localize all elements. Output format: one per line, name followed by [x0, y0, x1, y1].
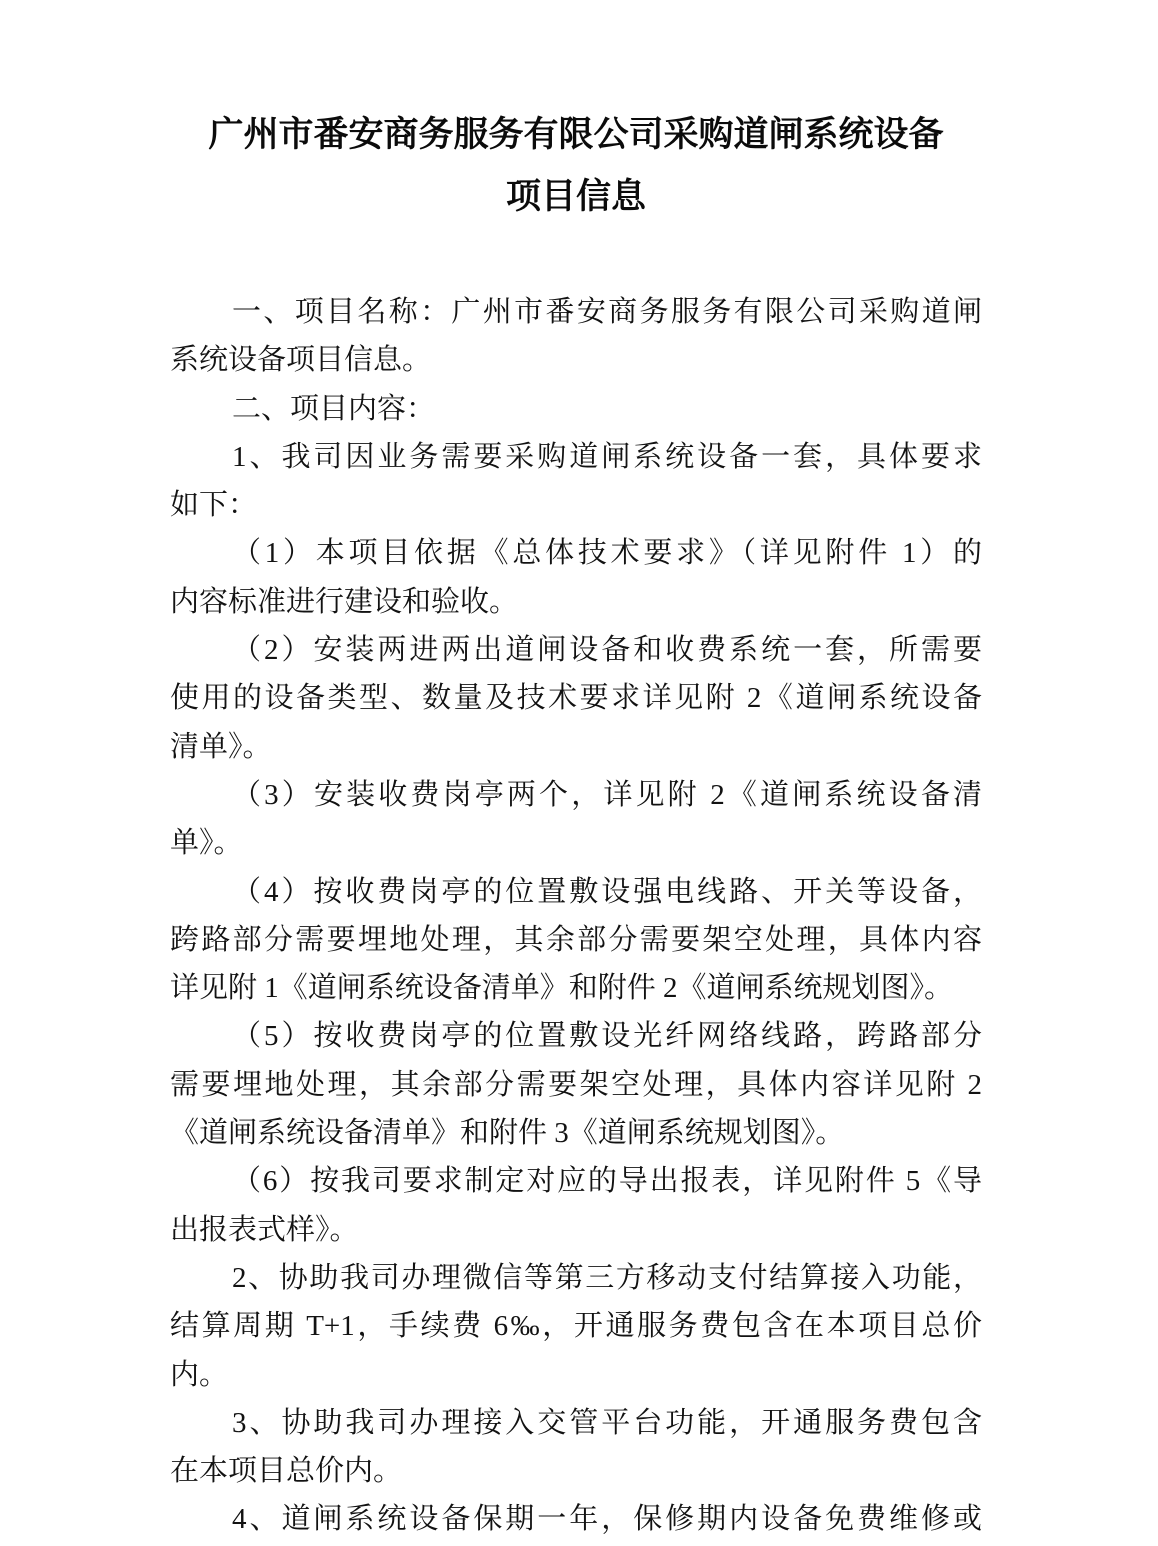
body-line: 单》。 [170, 827, 243, 860]
body-line: 《道闸系统设备清单》和附件 3《道闸系统规划图》。 [170, 1117, 845, 1150]
body-line: （2）安装两进两出道闸设备和收费系统一套，所需要 [232, 634, 982, 667]
body-line: （1）本项目依据《总体技术要求》（详见附件 1）的 [232, 537, 982, 570]
body-line: 在本项目总价内。 [170, 1455, 403, 1488]
body-line: 需要埋地处理，其余部分需要架空处理，具体内容详见附 2 [170, 1068, 982, 1101]
document-title-line-1: 广州市番安商务服务有限公司采购道闸系统设备 [208, 115, 944, 154]
body-line: （5）按收费岗亭的位置敷设光纤网络线路，跨路部分 [232, 1020, 982, 1053]
body-line: （4）按收费岗亭的位置敷设强电线路、开关等设备， [232, 875, 982, 908]
body-line: 一、项目名称：广州市番安商务服务有限公司采购道闸 [232, 296, 982, 328]
body-line: 3、协助我司办理接入交管平台功能，开通服务费包含 [232, 1406, 982, 1439]
body-line: 1、我司因业务需要采购道闸系统设备一套，具体要求 [232, 440, 982, 473]
body-line: （6）按我司要求制定对应的导出报表，详见附件 5《导 [232, 1165, 982, 1198]
body-line: 出报表式样》。 [170, 1213, 359, 1246]
body-line: （3）安装收费岗亭两个，详见附 2《道闸系统设备清 [232, 778, 982, 811]
body-line: 2、协助我司办理微信等第三方移动支付结算接入功能， [232, 1261, 982, 1294]
body-line: 内容标准进行建设和验收。 [170, 585, 519, 618]
body-line: 4、道闸系统设备保期一年，保修期内设备免费维修或 [232, 1503, 982, 1536]
document-body [170, 288, 982, 1544]
body-line: 跨路部分需要埋地处理，其余部分需要架空处理，具体内容 [170, 923, 982, 956]
document-title [170, 104, 982, 228]
body-line: 详见附 1《道闸系统设备清单》和附件 2《道闸系统规划图》。 [170, 972, 954, 1005]
body-line: 内。 [170, 1358, 229, 1391]
body-line: 使用的设备类型、数量及技术要求详见附 2《道闸系统设备 [170, 682, 982, 715]
body-line: 系统设备项目信息。 [170, 344, 432, 377]
body-line: 结算周期 T+1，手续费 6‰，开通服务费包含在本项目总价 [170, 1310, 982, 1343]
body-line: 二、项目内容： [232, 392, 436, 425]
body-line: 如下： [170, 489, 258, 522]
body-line: 清单》。 [170, 730, 272, 763]
document-title-line-2: 项目信息 [505, 177, 646, 216]
